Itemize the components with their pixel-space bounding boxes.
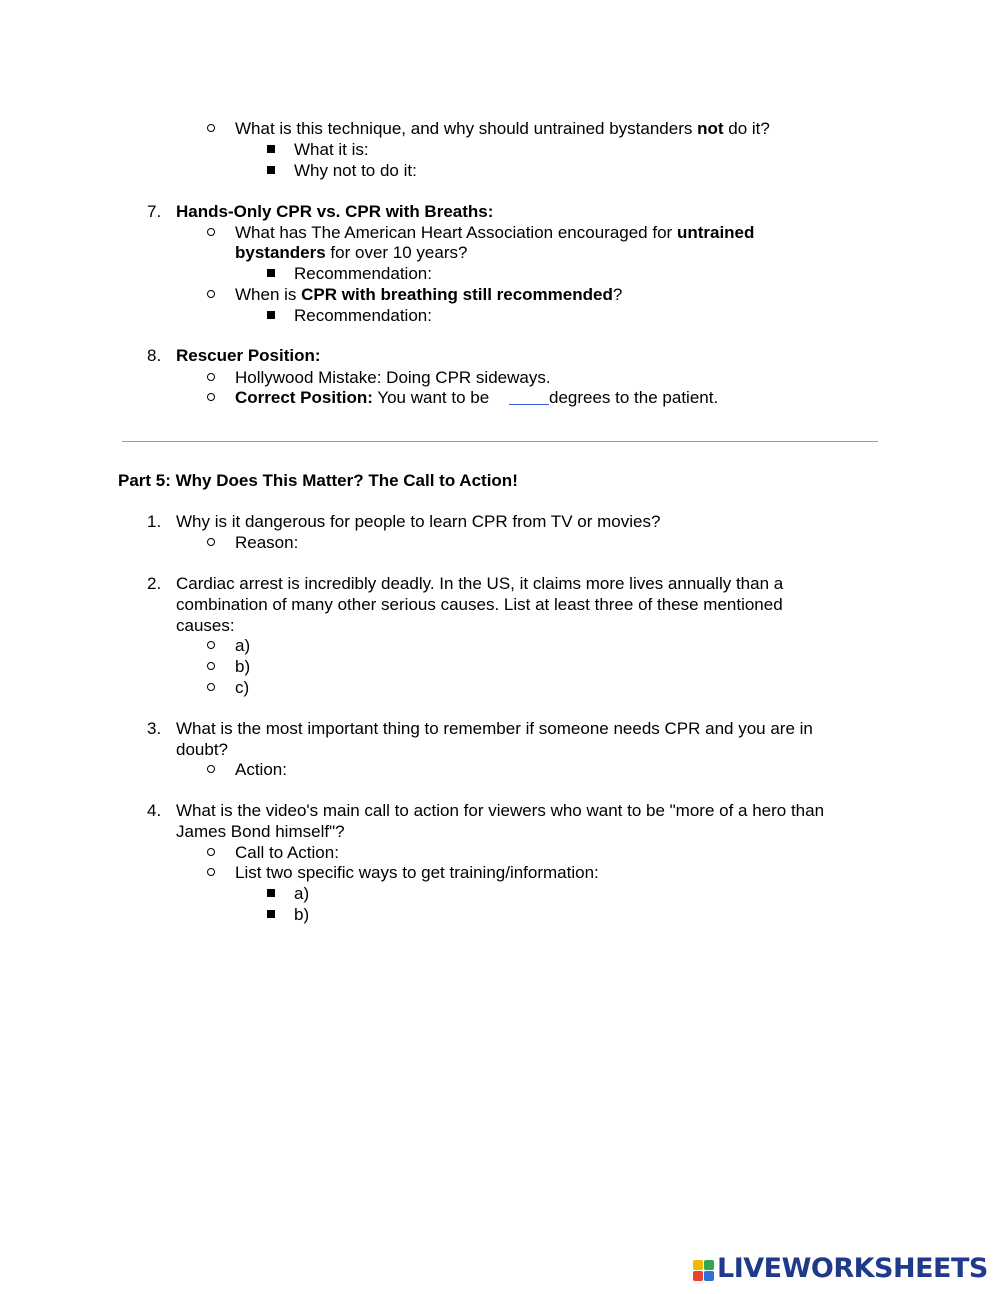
- cause-a-label: a): [235, 636, 251, 655]
- cause-b-label: b): [235, 657, 251, 676]
- technique-question: What is this technique, and why should untrained bystanders not do it?: [235, 119, 770, 138]
- circle-bullet: [207, 765, 215, 773]
- circle-bullet: [207, 290, 215, 298]
- p5q3-line1: What is the most important thing to remember if someone needs CPR and you are in: [176, 719, 813, 738]
- circle-bullet: [207, 228, 215, 236]
- p5q2-line2: combination of many other serious causes. List at least three of these mentioned: [176, 595, 783, 614]
- training-a-label: a): [294, 884, 310, 903]
- correct-position-post: degrees to the patient.: [549, 388, 719, 407]
- circle-bullet: [207, 538, 215, 546]
- square-bullet: [267, 889, 275, 897]
- reason-label: Reason:: [235, 533, 299, 552]
- what-it-is-label: What it is:: [294, 140, 369, 159]
- call-to-action-label: Call to Action:: [235, 843, 339, 862]
- section-divider: [122, 441, 878, 442]
- degrees-answer-blank[interactable]: [509, 404, 549, 405]
- liveworksheets-logo: [693, 1253, 989, 1284]
- p5q3-line2: doubt?: [176, 740, 228, 759]
- why-not-label: Why not to do it:: [294, 161, 417, 180]
- circle-bullet: [207, 641, 215, 649]
- p5q2-number: 2.: [147, 574, 162, 593]
- square-bullet: [267, 145, 275, 153]
- p5q4-number: 4.: [147, 801, 162, 820]
- liveworksheets-wordmark: LIVEWORKSHEETS: [717, 1253, 988, 1284]
- recommendation-label: Recommendation:: [294, 306, 432, 325]
- correct-position-pre: Correct Position: You want to be: [235, 388, 490, 407]
- q7-number: 7.: [147, 202, 162, 221]
- q8-number: 8.: [147, 346, 162, 365]
- circle-bullet: [207, 848, 215, 856]
- aha-question-line1: What has The American Heart Association encouraged for untrained: [235, 223, 755, 242]
- circle-bullet: [207, 868, 215, 876]
- p5q2-line1: Cardiac arrest is incredibly deadly. In the US, it claims more lives annually than a: [176, 574, 784, 593]
- circle-bullet: [207, 683, 215, 691]
- p5q3-number: 3.: [147, 719, 162, 738]
- square-bullet: [267, 166, 275, 174]
- aha-question-line2: bystanders for over 10 years?: [235, 243, 468, 262]
- recommendation-label: Recommendation:: [294, 264, 432, 283]
- training-list-label: List two specific ways to get training/information:: [235, 863, 599, 882]
- liveworksheets-icon: [693, 1260, 715, 1282]
- breathing-question: When is CPR with breathing still recommended?: [235, 285, 623, 304]
- p5q4-line2: James Bond himself"?: [176, 822, 345, 841]
- circle-bullet: [207, 393, 215, 401]
- action-label: Action:: [235, 760, 287, 779]
- p5q4-line1: What is the video's main call to action for viewers who want to be "more of a hero than: [176, 801, 825, 820]
- square-bullet: [267, 910, 275, 918]
- circle-bullet: [207, 124, 215, 132]
- p5q2-line3: causes:: [176, 616, 235, 635]
- cause-c-label: c): [235, 678, 250, 697]
- q7-title: Hands-Only CPR vs. CPR with Breaths:: [176, 202, 494, 221]
- part5-heading: Part 5: Why Does This Matter? The Call to Action!: [118, 471, 518, 490]
- hollywood-mistake: Hollywood Mistake: Doing CPR sideways.: [235, 368, 551, 387]
- square-bullet: [267, 311, 275, 319]
- q8-title: Rescuer Position:: [176, 346, 321, 365]
- training-b-label: b): [294, 905, 310, 924]
- circle-bullet: [207, 662, 215, 670]
- p5q1-number: 1.: [147, 512, 162, 531]
- square-bullet: [267, 269, 275, 277]
- circle-bullet: [207, 373, 215, 381]
- p5q1-text: Why is it dangerous for people to learn CPR from TV or movies?: [176, 512, 661, 531]
